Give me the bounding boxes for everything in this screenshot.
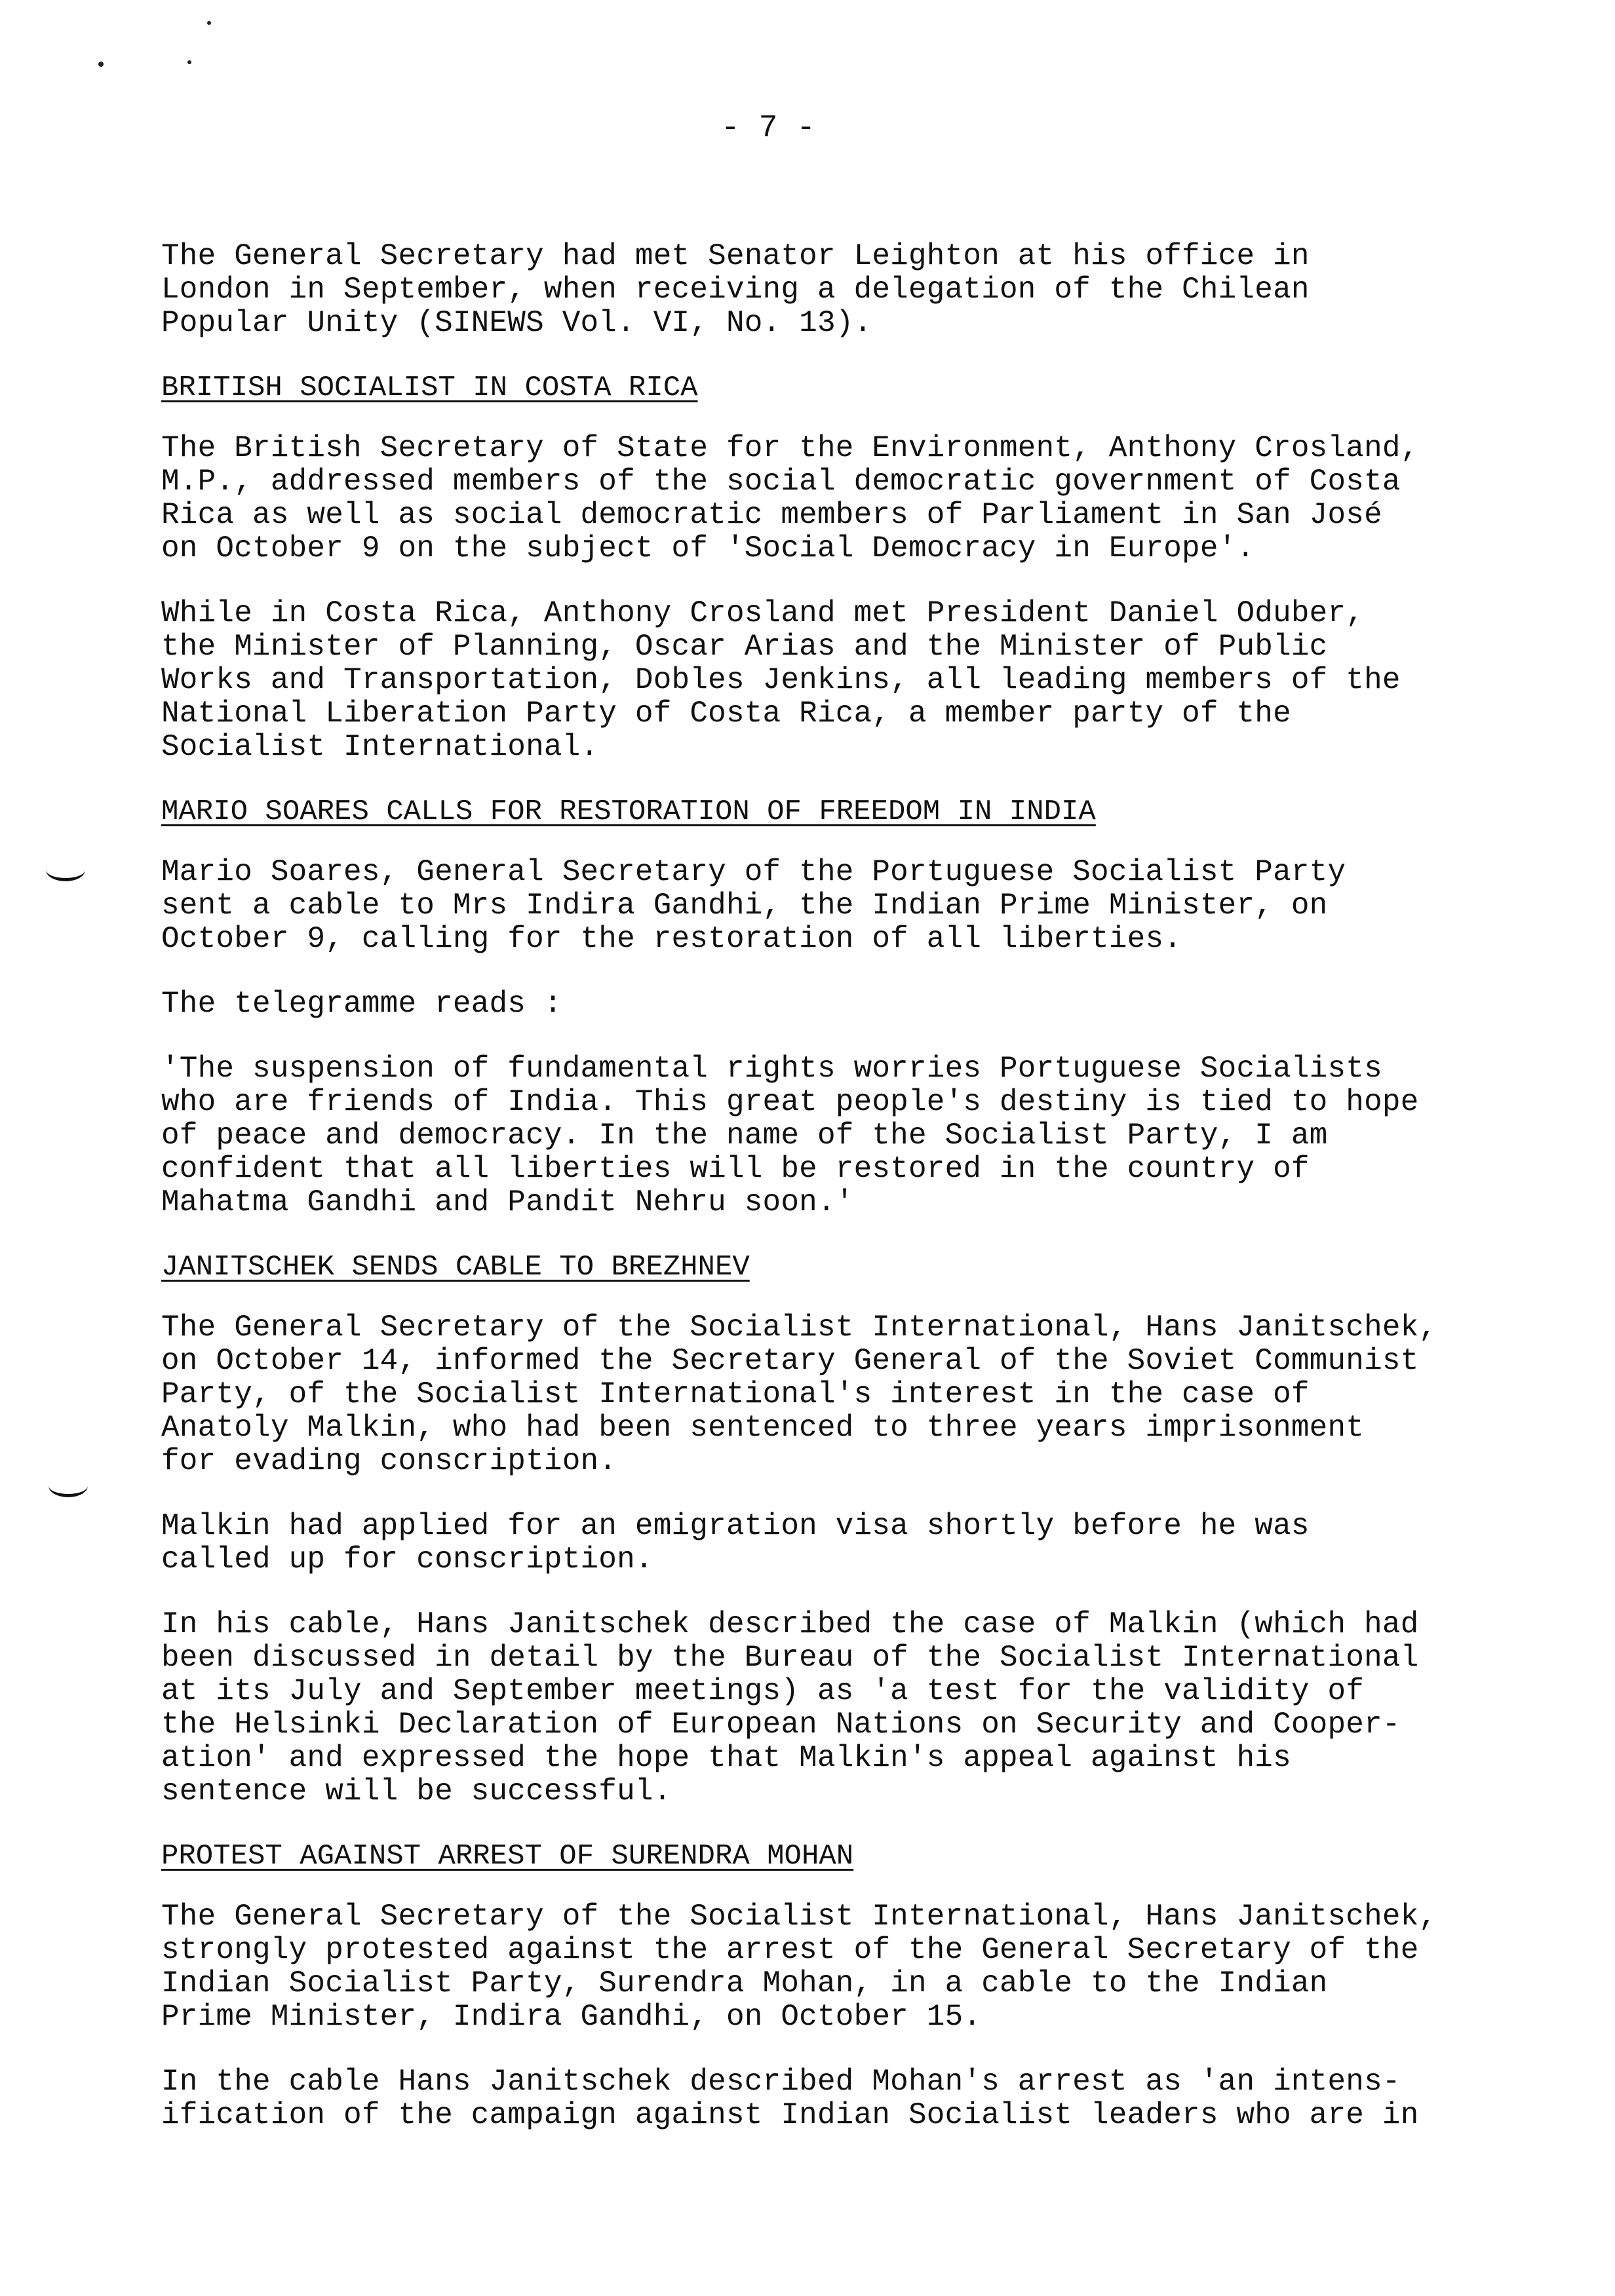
text-line: the Helsinki Declaration of European Nations on Security and Cooper- [161,1708,1401,1742]
text-line: Mahatma Gandhi and Pandit Nehru soon.' [161,1185,854,1219]
paragraph [161,2065,1564,2132]
paragraph [161,1311,1564,1478]
text-line: on October 14, informed the Secretary General of the Soviet Communist [161,1344,1419,1378]
text-line: sent a cable to Mrs Indira Gandhi, the Indian Prime Minister, on [161,889,1328,923]
scan-speck [98,62,104,67]
document-body [161,240,1564,2164]
text-line: Anatoly Malkin, who had been sentenced to three years imprisonment [161,1411,1365,1445]
section-heading: JANITSCHEK SENDS CABLE TO BREZHNEV [161,1251,750,1284]
paragraph [161,1608,1564,1808]
paragraph [161,1510,1564,1577]
text-line: While in Costa Rica, Anthony Crosland met President Daniel Oduber, [161,596,1365,630]
paragraph [161,856,1564,956]
paragraph [161,1900,1564,2034]
section-heading: MARIO SOARES CALLS FOR RESTORATION OF FREEDOM IN INDIA [161,795,1096,828]
paragraph [161,1052,1564,1219]
page-number: - 7 - [721,111,816,146]
text-line: Prime Minister, Indira Gandhi, on October 15. [161,2000,982,2034]
paragraph [161,432,1564,565]
text-line: The British Secretary of State for the Environment, Anthony Crosland, [161,431,1419,465]
text-line: Party, of the Socialist International's interest in the case of [161,1377,1310,1411]
section-heading: PROTEST AGAINST ARREST OF SURENDRA MOHAN [161,1840,854,1873]
text-line: The telegramme reads : [161,987,562,1021]
text-line: the Minister of Planning, Oscar Arias and the Minister of Public [161,630,1328,664]
text-line: Socialist International. [161,730,599,764]
text-line: London in September, when receiving a delegation of the Chilean [161,273,1310,307]
text-line: National Liberation Party of Costa Rica, a member party of the [161,697,1291,731]
scan-speck [187,60,191,64]
text-line: Malkin had applied for an emigration visa shortly before he was [161,1509,1310,1543]
margin-check-mark [46,858,85,881]
text-line: Indian Socialist Party, Surendra Mohan, in a cable to the Indian [161,1966,1328,2000]
text-line: of peace and democracy. In the name of the Socialist Party, I am [161,1119,1328,1153]
scan-speck [207,21,211,25]
text-line: The General Secretary had met Senator Leighton at his office in [161,239,1310,273]
margin-check-mark [49,1474,88,1497]
text-line: strongly protested against the arrest of the General Secretary of the [161,1933,1419,1967]
text-line: been discussed in detail by the Bureau of the Socialist International [161,1641,1419,1675]
section-heading: BRITISH SOCIALIST IN COSTA RICA [161,372,698,404]
text-line: Rica as well as social democratic members of Parliament in San José [161,498,1382,532]
text-line: at its July and September meetings) as 'a test for the validity of [161,1674,1365,1708]
text-line: ation' and expressed the hope that Malkin's appeal against his [161,1741,1291,1775]
text-line: October 9, calling for the restoration of all liberties. [161,922,1182,956]
paragraph [161,240,1564,340]
text-line: The General Secretary of the Socialist International, Hans Janitschek, [161,1900,1437,1934]
text-line: confident that all liberties will be restored in the country of [161,1152,1310,1186]
paragraph [161,987,1564,1021]
text-line: who are friends of India. This great people's destiny is tied to hope [161,1085,1419,1119]
text-line: ification of the campaign against Indian Socialist leaders who are in [161,2098,1419,2132]
text-line: Works and Transportation, Dobles Jenkins, all leading members of the [161,663,1401,697]
text-line: In his cable, Hans Janitschek described the case of Malkin (which had [161,1607,1419,1641]
text-line: called up for conscription. [161,1542,653,1577]
text-line: Mario Soares, General Secretary of the Portuguese Socialist Party [161,855,1346,889]
text-line: 'The suspension of fundamental rights worries Portuguese Socialists [161,1052,1382,1086]
text-line: In the cable Hans Janitschek described Mohan's arrest as 'an intens- [161,2065,1401,2099]
text-line: sentence will be successful. [161,1774,672,1808]
paragraph [161,597,1564,764]
text-line: The General Secretary of the Socialist International, Hans Janitschek, [161,1311,1437,1345]
text-line: for evading conscription. [161,1444,617,1478]
text-line: on October 9 on the subject of 'Social Democracy in Europe'. [161,531,1255,565]
text-line: M.P., addressed members of the social democratic government of Costa [161,465,1401,499]
text-line: Popular Unity (SINEWS Vol. VI, No. 13). [161,306,872,340]
